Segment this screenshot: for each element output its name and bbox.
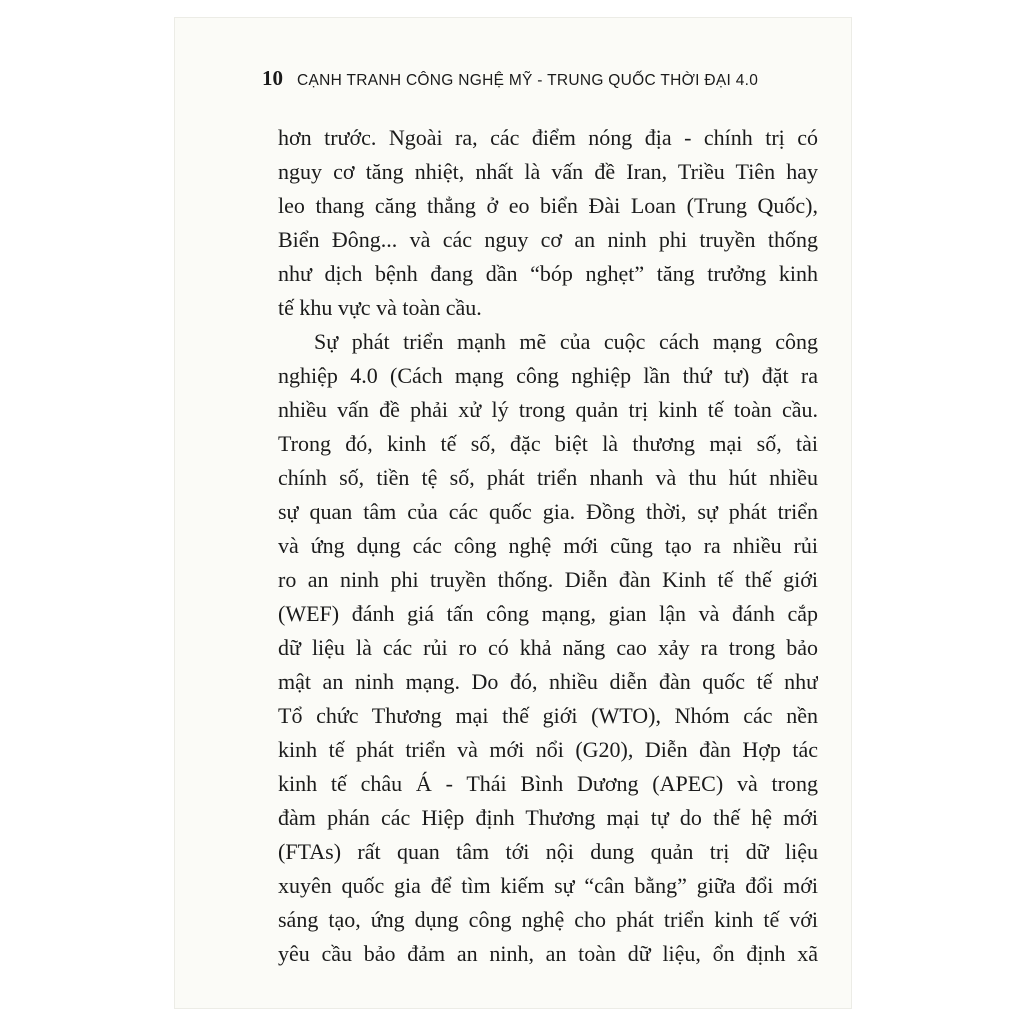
paragraph-end-line: tế khu vực và toàn cầu. — [278, 295, 482, 320]
text-line: Biển Đông... và các nguy cơ an ninh phi truyền thống — [278, 227, 818, 252]
text-line: nghiệp 4.0 (Cách mạng công nghiệp lần thứ tư) đặt ra — [278, 363, 818, 388]
text-line: Trong đó, kinh tế số, đặc biệt là thương mại số, tài — [278, 431, 818, 456]
text-line: mật an ninh mạng. Do đó, nhiều diễn đàn quốc tế như — [278, 669, 818, 694]
running-title: CẠNH TRANH CÔNG NGHỆ MỸ - TRUNG QUỐC THỜI ĐẠI 4.0 — [297, 72, 759, 89]
text-line: xuyên quốc gia để tìm kiếm sự “cân bằng” giữa đổi mới — [278, 873, 818, 898]
page-number: 10 — [262, 66, 283, 90]
text-line: Tổ chức Thương mại thế giới (WTO), Nhóm các nền — [278, 703, 818, 728]
text-line: kinh tế châu Á - Thái Bình Dương (APEC) và trong — [278, 771, 818, 796]
text-line: sự quan tâm của các quốc gia. Đồng thời, sự phát triển — [278, 499, 818, 524]
text-line: sáng tạo, ứng dụng công nghệ cho phát triển kinh tế với — [278, 907, 818, 932]
text-line: chính số, tiền tệ số, phát triển nhanh và thu hút nhiều — [278, 465, 818, 490]
text-line: (FTAs) rất quan tâm tới nội dung quản trị dữ liệu — [278, 839, 818, 864]
text-line: yêu cầu bảo đảm an ninh, an toàn dữ liệu, ổn định xã — [278, 941, 818, 966]
text-line: nhiều vấn đề phải xử lý trong quản trị kinh tế toàn cầu. — [278, 397, 818, 422]
text-line: hơn trước. Ngoài ra, các điểm nóng địa - chính trị có — [278, 125, 818, 150]
text-line: đàm phán các Hiệp định Thương mại tự do thế hệ mới — [278, 805, 818, 830]
text-line: (WEF) đánh giá tấn công mạng, gian lận và đánh cắp — [278, 601, 818, 626]
text-line: dữ liệu là các rủi ro có khả năng cao xảy ra trong bảo — [278, 635, 818, 660]
text-line: nguy cơ tăng nhiệt, nhất là vấn đề Iran, Triều Tiên hay — [278, 159, 818, 184]
text-line: kinh tế phát triển và mới nổi (G20), Diễn đàn Hợp tác — [278, 737, 818, 762]
paragraph-first-line: Sự phát triển mạnh mẽ của cuộc cách mạng công — [314, 329, 818, 354]
body-text — [278, 121, 818, 971]
text-line: leo thang căng thẳng ở eo biển Đài Loan (Trung Quốc), — [278, 193, 818, 218]
text-line: như dịch bệnh đang dần “bóp nghẹt” tăng trưởng kinh — [278, 261, 818, 286]
text-line: và ứng dụng các công nghệ mới cũng tạo ra nhiều rủi — [278, 533, 818, 558]
text-line: ro an ninh phi truyền thống. Diễn đàn Kinh tế thế giới — [278, 567, 818, 592]
running-header — [262, 66, 758, 91]
